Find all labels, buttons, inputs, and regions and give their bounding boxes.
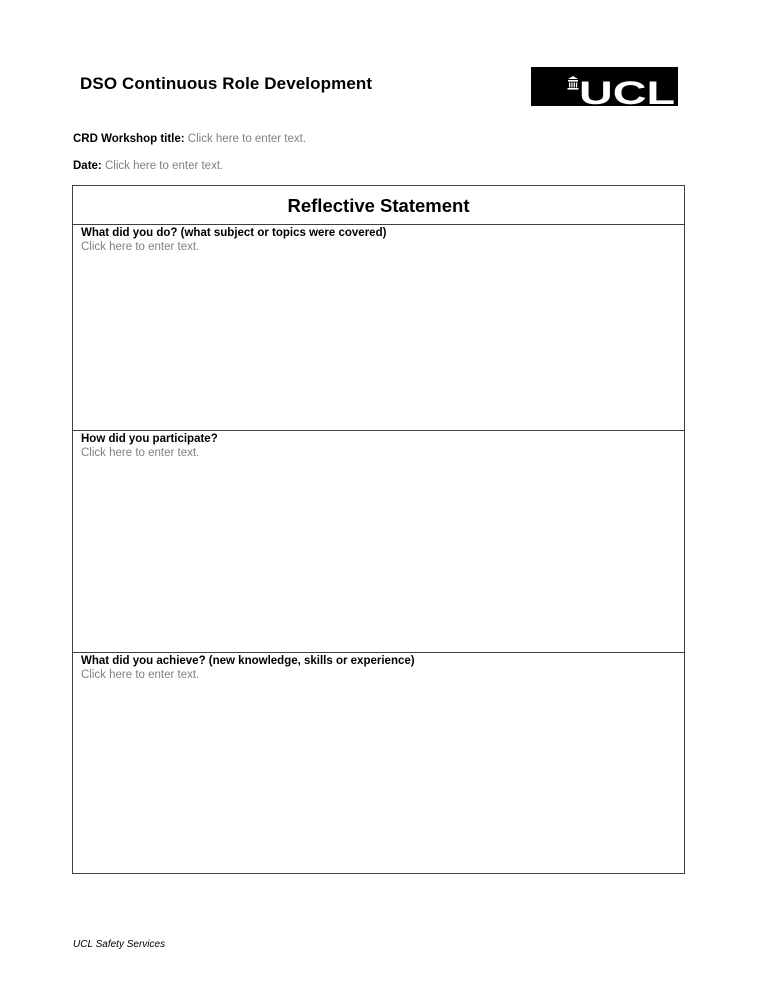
ucl-logo-mark [531,67,678,106]
ucl-logo-text: UCL [579,75,675,106]
workshop-title-label: CRD Workshop title: [73,133,185,145]
workshop-title-input[interactable]: Click here to enter text. [187,133,307,145]
answer-what-did-you-do-input[interactable]: Click here to enter text. [81,241,200,253]
question-what-did-you-achieve: What did you achieve? (new knowledge, skills or experience) [81,655,415,667]
answer-how-did-you-participate-input[interactable]: Click here to enter text. [81,447,200,459]
question-what-did-you-do: What did you do? (what subject or topics were covered) [81,227,387,239]
ucl-logo [531,67,678,106]
reflective-statement-table [72,185,685,874]
footer-text: UCL Safety Services [73,939,166,950]
date-label: Date: [73,160,102,172]
section-what-did-you-achieve [73,653,684,873]
question-how-did-you-participate: How did you participate? [81,433,218,445]
reflective-statement-heading: Reflective Statement [73,186,684,225]
workshop-title-field [73,133,306,145]
document-title: DSO Continuous Role Development [80,74,373,93]
date-field [73,160,223,172]
answer-what-did-you-achieve-input[interactable]: Click here to enter text. [81,669,200,681]
date-input[interactable]: Click here to enter text. [104,160,224,172]
section-how-did-you-participate [73,431,684,653]
section-what-did-you-do [73,225,684,431]
